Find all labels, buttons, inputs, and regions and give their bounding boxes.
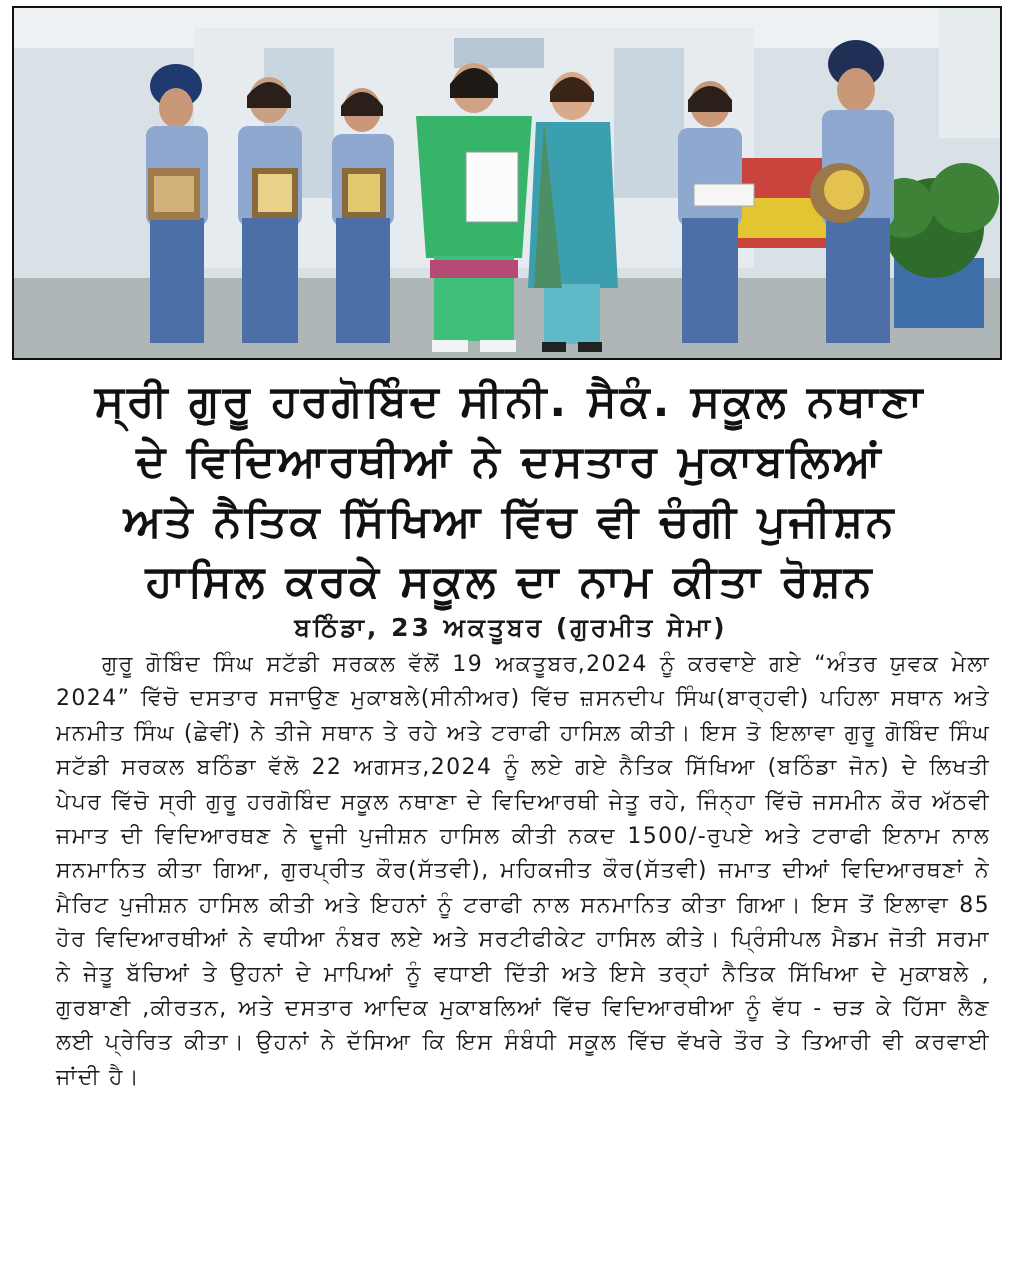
headline-line: ਸ੍ਰੀ ਗੁਰੂ ਹਰਗੋਬਿੰਦ ਸੀਨੀ. ਸੈਕੰ. ਸਕੂਲ ਨਥਾਣਾ: [94, 376, 926, 427]
article-paragraph: ਗੁਰੂ ਗੋਬਿੰਦ ਸਿੰਘ ਸਟੱਡੀ ਸਰਕਲ ਵੱਲੋਂ 19 ਅਕਤੂਬਰ,2024 ਨੂੰ ਕਰਵਾਏ ਗਏ “ਅੰਤਰ ਯੁਵਕ ਮੇਲਾ 2024” ਵਿੱਚੋ ਦਸਤਾਰ ਸਜਾਉਣ ਮੁਕਾਬਲੇ(ਸੀਨੀਅਰ) ਵਿੱਚ ਜ਼ਸਨਦੀਪ ਸਿੰਘ(ਬਾਰ੍ਹਵੀ) ਪਹਿਲਾ ਸਥਾਨ ਅਤੇ ਮਨਮੀਤ ਸਿੰਘ (ਛੇਵੀਂ) ਨੇ ਤੀਜੇ ਸਥਾਨ ਤੇ ਰਹੇ ਅਤੇ ਟਰਾਫੀ ਹਾਸਿਲ਼ ਕੀਤੀ। ਇਸ ਤੋ ਇਲਾਵਾ ਗੁਰੂ ਗੋਬਿੰਦ ਸਿੰਘ ਸਟੱਡੀ ਸਰਕਲ ਬਠਿੰਡਾ ਵੱਲੋ 22 ਅਗਸਤ,2024 ਨੂੰ ਲਏ ਗਏ ਨੈਤਿਕ ਸਿੱਖਿਆ (ਬਠਿੰਡਾ ਜੋਨ) ਦੇ ਲਿਖਤੀ ਪੇਪਰ ਵਿੱਚੋ ਸ੍ਰੀ ਗੁਰੂ ਹਰਗੋਬਿੰਦ ਸਕੂਲ ਨਥਾਣਾ ਦੇ ਵਿਦਿਆਰਥੀ ਜੇਤੂ ਰਹੇ, ਜਿੰਨ੍ਹਾ ਵਿੱਚੋ ਜਸਮੀਨ ਕੌਰ ਅੱਠਵੀ ਜਮਾਤ ਦੀ ਵਿਦਿਆਰਥਣ ਨੇ ਦੂਜੀ ਪੁਜੀਸ਼ਨ ਹਾਸਿਲ ਕੀਤੀ ਨਕਦ 1500/-ਰੁਪਏ ਅਤੇ ਟਰਾਫੀ ਇਨਾਮ ਨਾਲ ਸਨਮਾਨਿਤ ਕੀਤਾ ਗਿਆ, ਗੁਰਪ੍ਰੀਤ ਕੌਰ(ਸੱਤਵੀ), ਮਹਿਕਜੀਤ ਕੌਰ(ਸੱਤਵੀ) ਜਮਾਤ ਦੀਆਂ ਵਿਦਿਆਰਥਣਾਂ ਨੇ ਮੈਰਿਟ ਪੁਜੀਸ਼ਨ ਹਾਸਿਲ ਕੀਤੀ ਅਤੇ ਇਹਨਾਂ ਨੂੰ ਟਰਾਫੀ ਨਾਲ ਸਨਮਾਨਿਤ ਕੀਤਾ ਗਿਆ। ਇਸ ਤੋਂ ਇਲਾਵਾ 85 ਹੋਰ ਵਿਦਿਆਰਥੀਆਂ ਨੇ ਵਧੀਆ ਨੰਬਰ ਲਏ ਅਤੇ ਸਰਟੀਫੀਕੇਟ ਹਾਸਿਲ ਕੀਤੇ। ਪ੍ਰਿੰਸੀਪਲ ਮੈਡਮ ਜੋਤੀ ਸਰਮਾ ਨੇ ਜੇਤੂ ਬੱਚਿਆਂ ਤੇ ਉਹਨਾਂ ਦੇ ਮਾਪਿਆਂ ਨੂੰ ਵਧਾਈ ਦਿੱਤੀ ਅਤੇ ਇਸੇ ਤਰ੍ਹਾਂ ਨੈਤਿਕ ਸਿੱਖਿਆ ਦੇ ਮੁਕਾਬਲੇ , ਗੁਰਬਾਣੀ ,ਕੀਰਤਨ, ਅਤੇ ਦਸਤਾਰ ਆਦਿਕ ਮੁਕਾਬਲਿਆਂ ਵਿੱਚ ਵਿਦਿਆਰਥੀਆ ਨੂੰ ਵੱਧ - ਚੜ ਕੇ ਹਿੱਸਾ ਲੈਣ ਲਈ ਪ੍ਰੇਰਿਤ ਕੀਤਾ। ਉਹਨਾਂ ਨੇ ਦੱਸਿਆ ਕਿ ਇਸ ਸੰਬੰਧੀ ਸਕੂਲ ਵਿੱਚ ਵੱਖਰੇ ਤੌਰ ਤੇ ਤਿਆਰੀ ਵੀ ਕਰਵਾਈ ਜਾਂਦੀ ਹੈ।: [56, 652, 990, 1090]
headline-line: ਹਾਸਿਲ ਕਰਕੇ ਸਕੂਲ ਦਾ ਨਾਮ ਕੀਤਾ ਰੋਸ਼ਨ: [145, 556, 875, 607]
group-photo-illustration: [14, 8, 1000, 358]
group-photo: [12, 6, 1002, 360]
dateline: ਬਠਿੰਡਾ, 23 ਅਕਤੂਬਰ (ਗੁਰਮੀਤ ਸੇਮਾ): [294, 613, 728, 642]
headline-line: ਦੇ ਵਿਦਿਆਰਥੀਆਂ ਨੇ ਦਸਤਾਰ ਮੁਕਾਬਲਿਆਂ: [136, 436, 884, 487]
article-body: [56, 648, 990, 1095]
headline: [30, 372, 990, 612]
headline-line: ਅਤੇ ਨੈਤਿਕ ਸਿੱਖਿਆ ਵਿੱਚ ਵੀ ਚੰਗੀ ਪੁਜੀਸ਼ਨ: [123, 496, 897, 547]
